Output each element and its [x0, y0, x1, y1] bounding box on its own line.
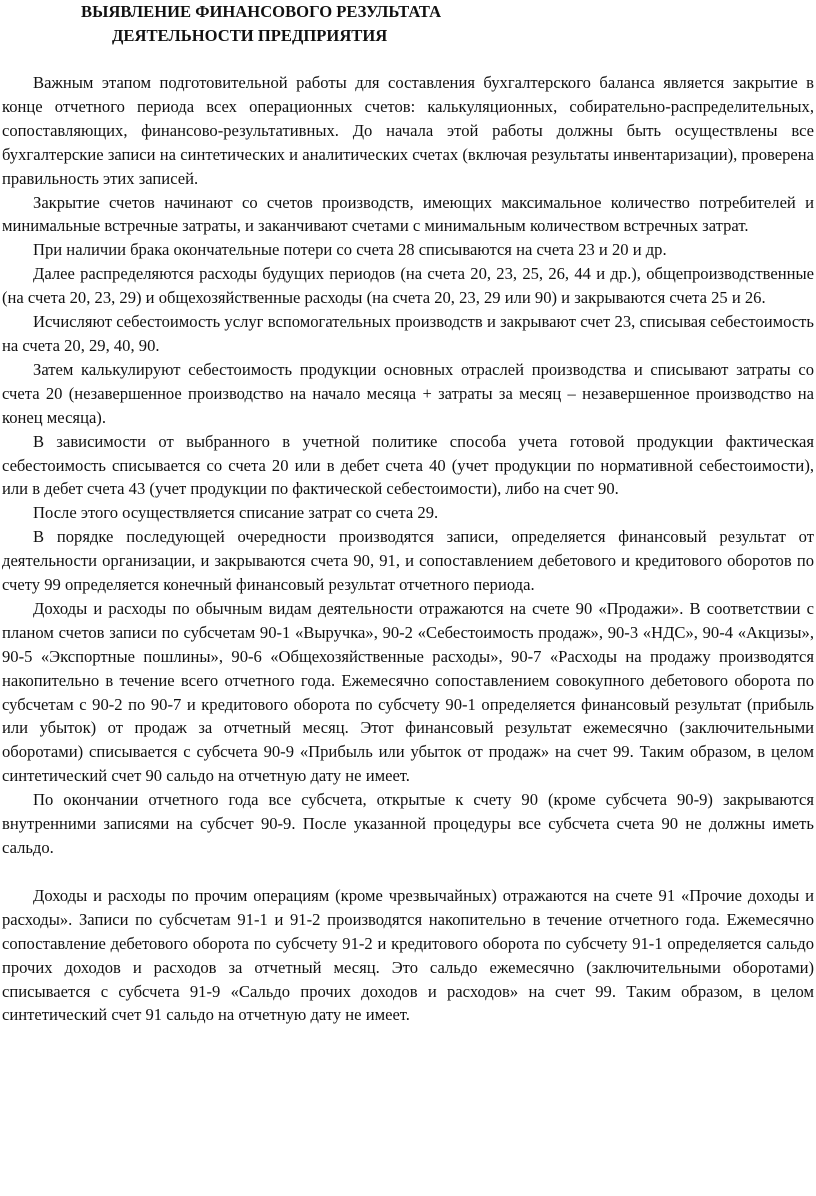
- paragraph: Доходы и расходы по прочим операциям (кроме чрезвычайных) отражаются на счете 91 «Прочие доходы и расходы». Записи по субсчетам 91-1 и 91-2 производятся накопительно в течение отчетного года. Ежемесячно сопоставление дебетового оборота по субсчету 91-2 и кредитового оборота по субсчету 91-1 определяется сальдо прочих доходов и расходов за отчетный месяц. Это сальдо ежемесячно (заключительными оборотами) списывается с субсчета 91-9 «Сальдо прочих доходов и расходов» на счет 99. Таким образом, в целом синтетический счет 91 сальдо на отчетную дату не имеет.: [2, 885, 814, 1025]
- paragraph: Исчисляют себестоимость услуг вспомогательных производств и закрывают счет 23, списывая себестоимость на счета 20, 29, 40, 90.: [2, 312, 814, 355]
- paragraph: Закрытие счетов начинают со счетов производств, имеющих максимальное количество потребителей и минимальные встречные затраты, и заканчивают счетами с минимальным количеством встречных затрат.: [2, 192, 814, 236]
- paragraph: В порядке последующей очередности производятся записи, определяется финансовый результат от деятельности организации, и закрываются счета 90, 91, и сопоставлением дебетового и кредитового оборотов по счету 99 определяется конечный финансовый результат отчетного периода.: [2, 527, 814, 595]
- paragraph: Далее распределяются расходы будущих периодов (на счета 20, 23, 25, 26, 44 и др.), общепроизводственные (на счета 20, 23, 29) и общехозяйственные расходы (на счета 20, 23, 29 или 90) и закрываются счета 25 и 26.: [2, 264, 814, 308]
- paragraph-spacer: [2, 860, 814, 884]
- paragraph: После этого осуществляется списание затрат со счета 29.: [33, 503, 439, 523]
- paragraph: Важным этапом подготовительной работы для составления бухгалтерского баланса является закрытие в конце отчетного периода всех операционных счетов: калькуляционных, собирательно-распределительных, сопоставляющих, финансово-результативных. До начала этой работы должны быть осуществлены все бухгалтерские записи на синтетических и аналитических счетах (включая результаты инвентаризации), проверена правильность этих записей.: [2, 73, 814, 188]
- title-line-2: ДЕЯТЕЛЬНОСТИ ПРЕДПРИЯТИЯ: [112, 26, 388, 45]
- document-body: [2, 71, 814, 1027]
- paragraph: Доходы и расходы по обычным видам деятельности отражаются на счете 90 «Продажи». В соответствии с планом счетов записи по субсчетам 90-1 «Выручка», 90-2 «Себестоимость продаж», 90-3 «НДС», 90-4 «Акцизы», 90-5 «Экспортные пошлины», 90-6 «Общехозяйственные расходы», 90-7 «Расходы на продажу производятся накопительно в течение всего отчетного года. Ежемесячно сопоставлением совокупного дебетового оборота по субсчетам с 90-2 по 90-7 и кредитового оборота по субсчету 90-1 определяется финансовый результат (прибыль или убыток) от продаж за отчетный месяц. Этот финансовый результат ежемесячно (заключительными оборотами) списывается с субсчета 90-9 «Прибыль или убыток от продаж» на счет 99. Таким образом, в целом синтетический счет 90 сальдо на отчетную дату не имеет.: [2, 598, 814, 786]
- paragraph: При наличии брака окончательные потери со счета 28 списываются на счета 23 и 20 и др.: [33, 240, 667, 260]
- document-title: [2, 0, 814, 48]
- paragraph: В зависимости от выбранного в учетной политике способа учета готовой продукции фактическая себестоимость списывается со счета 20 или в дебет счета 40 (учет продукции по нормативной себестоимости), или в дебет счета 43 (учет продукции по фактической себестоимости), либо на счет 90.: [2, 431, 814, 499]
- paragraph: Затем калькулируют себестоимость продукции основных отраслей производства и списывают затраты со счета 20 (незавершенное производство на начало месяца + затраты за месяц – незавершенное производство на конец месяца).: [2, 359, 814, 427]
- paragraph: По окончании отчетного года все субсчета, открытые к счету 90 (кроме субсчета 90-9) закрываются внутренними записями на субсчет 90-9. После указанной процедуры все субсчета счета 90 не должны иметь сальдо.: [2, 790, 814, 857]
- title-line-1: ВЫЯВЛЕНИЕ ФИНАНСОВОГО РЕЗУЛЬТАТА: [81, 2, 442, 21]
